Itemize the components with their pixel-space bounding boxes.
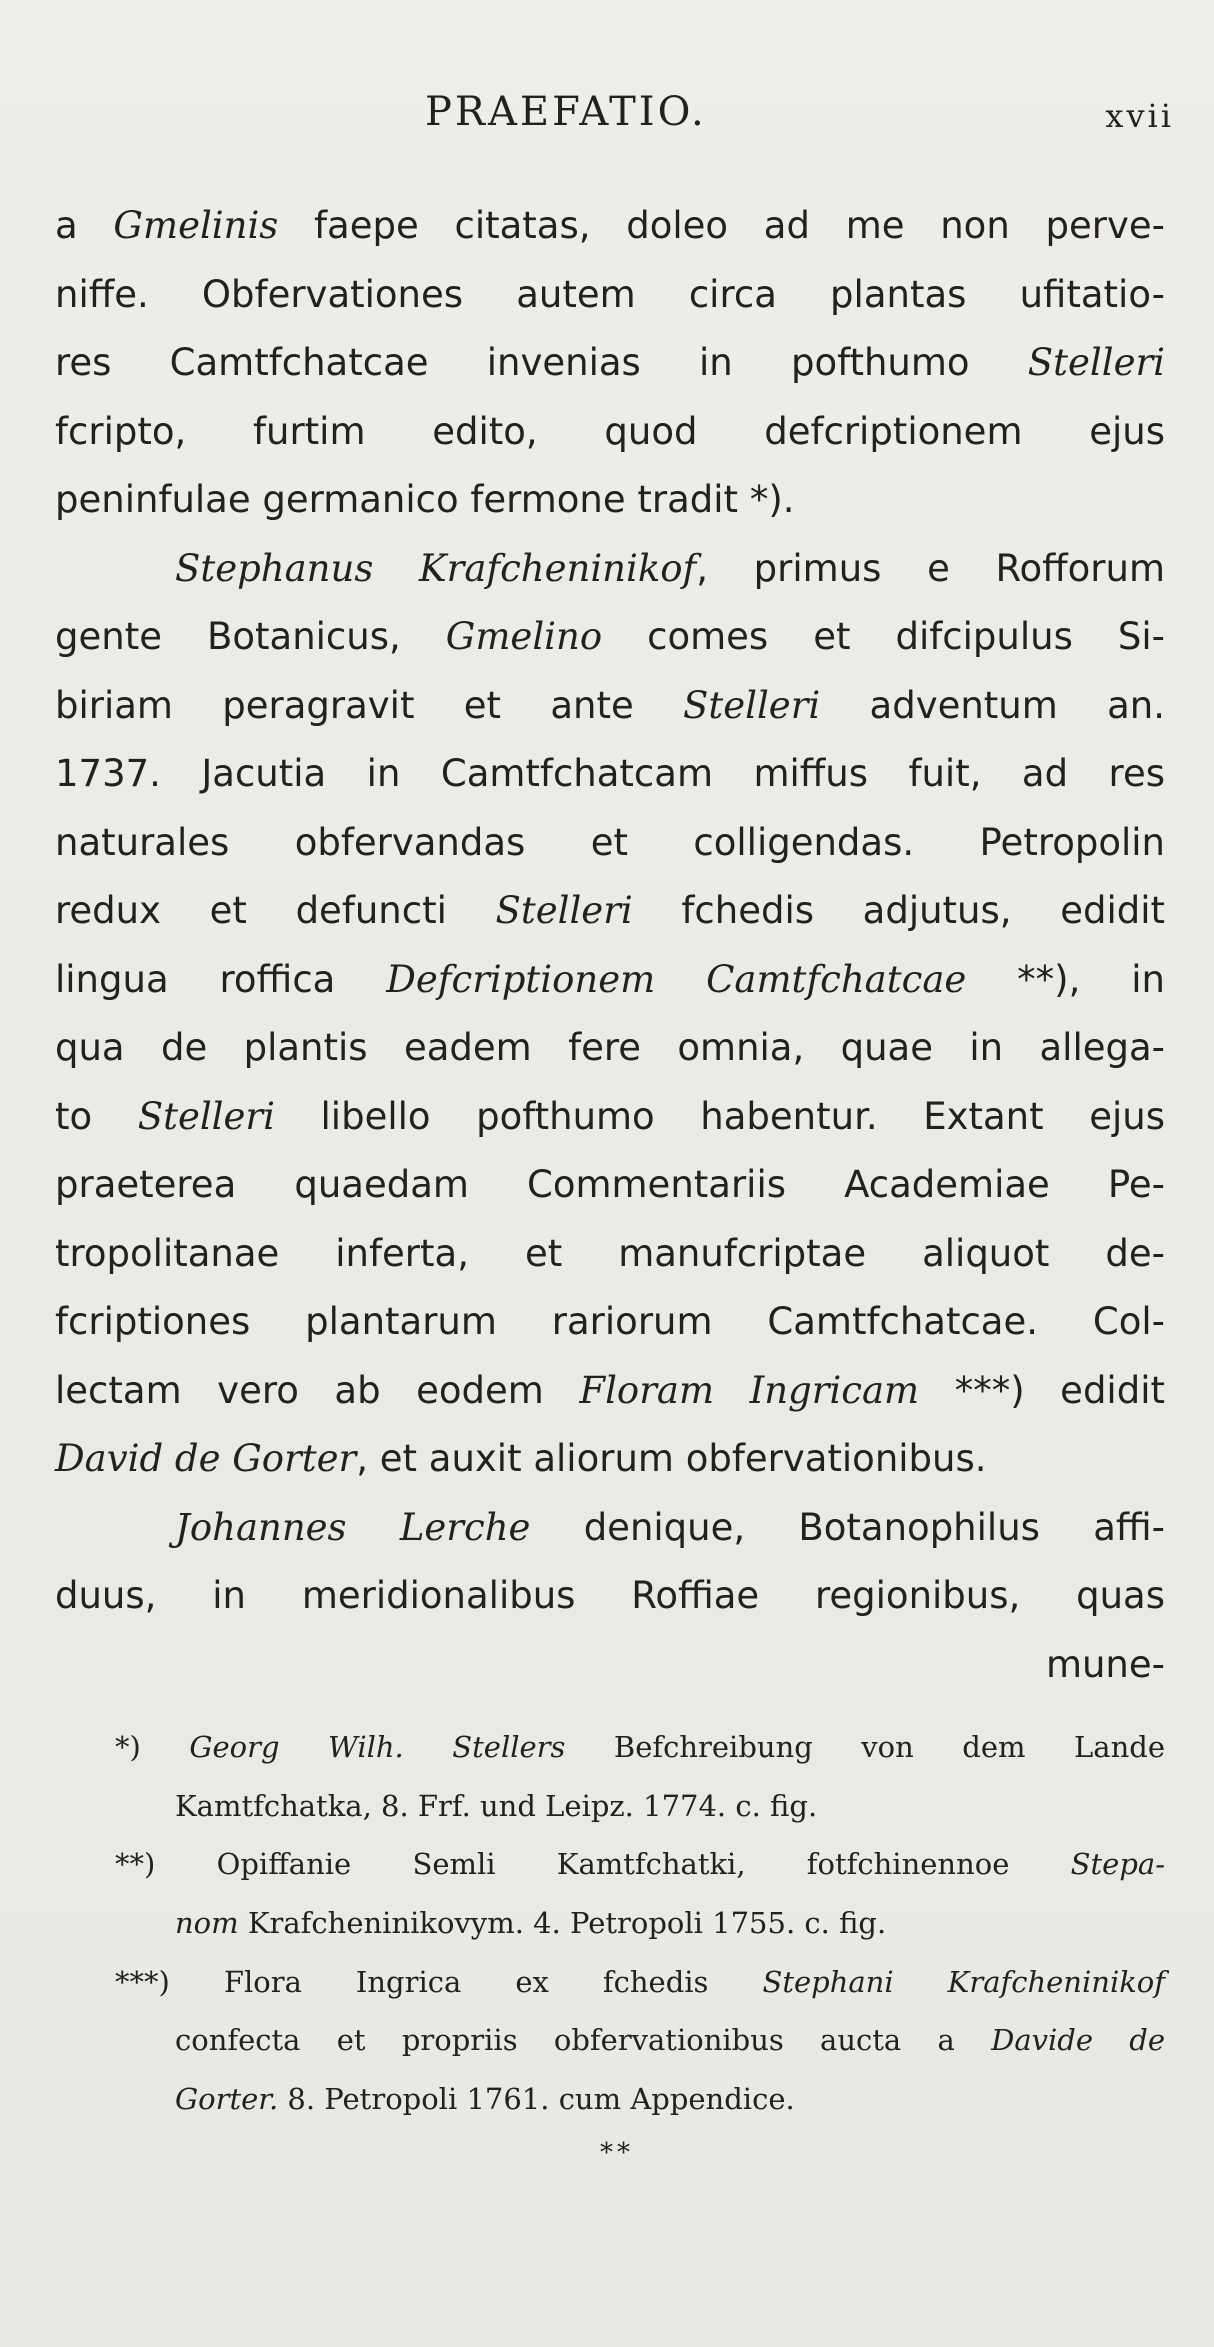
text-line: fcriptiones plantarum rariorum Camtfchatcae. Col- [55, 1300, 1165, 1343]
running-title: PRAEFATIO. [425, 89, 707, 135]
text-line: peninfulae germanico fermone tradit *). [55, 478, 795, 521]
text-line: qua de plantis eadem fere omnia, quae in allega- [55, 1026, 1165, 1069]
text-line: lectam vero ab eodem Floram Ingricam ***) edidit [55, 1368, 1165, 1412]
text-line: to Stelleri libello pofthumo habentur. Extant ejus [55, 1094, 1165, 1138]
catchword: mune- [1045, 1642, 1165, 1686]
text-line: biriam peragravit et ante Stelleri adventum an. [55, 683, 1165, 727]
footnotes [55, 1718, 1165, 2129]
text-line: naturales obfervandas et colligendas. Petropolin [55, 820, 1165, 864]
text-line: David de Gorter, et auxit aliorum obfervationibus. [55, 1437, 987, 1480]
running-head [0, 82, 1214, 142]
footnote-2: **) Opiffanie Semli Kamtfchatki, fotfchinennoe Stepa- [115, 1847, 1165, 1882]
text-line: 1737. Jacutia in Camtfchatcam miffus fuit, ad res [55, 752, 1165, 795]
footnote-1-cont: Kamtfchatka, 8. Frf. und Leipz. 1774. c. fig. [175, 1788, 818, 1823]
text-line: Stephanus Krafcheninikof, primus e Rofforum [175, 546, 1166, 590]
text-line: a Gmelinis faepe citatas, doleo ad me non perve- [55, 204, 1165, 247]
footnote-2-cont: nom Krafcheninikovym. 4. Petropoli 1755. c. fig. [175, 1906, 887, 1941]
signature-mark: ** [600, 2138, 634, 2168]
footnote-3-cont: confecta et propriis obfervationibus aucta a Davide de [175, 2023, 1165, 2058]
text-line: fcripto, furtim edito, quod defcriptionem ejus [55, 409, 1165, 453]
text-line: lingua roffica Defcriptionem Camtfchatcae **), in [55, 957, 1165, 1001]
text-line: duus, in meridionalibus Roffiae regionibus, quas [55, 1574, 1165, 1617]
page-number: xvii [1105, 97, 1174, 135]
text-line: redux et defuncti Stelleri fchedis adjutus, edidit [55, 889, 1165, 932]
text-line: res Camtfchatcae invenias in pofthumo Stelleri [55, 341, 1165, 384]
text-line: gente Botanicus, Gmelino comes et difcipulus Si- [55, 615, 1165, 658]
text-line: Johannes Lerche denique, Botanophilus affi- [175, 1505, 1165, 1549]
text-line: niffe. Obfervationes autem circa plantas ufitatio- [55, 272, 1165, 316]
footnote-1: *) Georg Wilh. Stellers Befchreibung von dem Lande [115, 1730, 1165, 1764]
text-line: praeterea quaedam Commentariis Academiae Pe- [55, 1163, 1165, 1206]
text-line: tropolitanae inferta, et manufcriptae aliquot de- [55, 1231, 1165, 1275]
footnote-3: ***) Flora Ingrica ex fchedis Stephani Krafcheninikof [115, 1964, 1165, 1999]
footnote-3-cont: Gorter. 8. Petropoli 1761. cum Appendice. [175, 2082, 795, 2117]
main-text [55, 192, 1165, 1699]
